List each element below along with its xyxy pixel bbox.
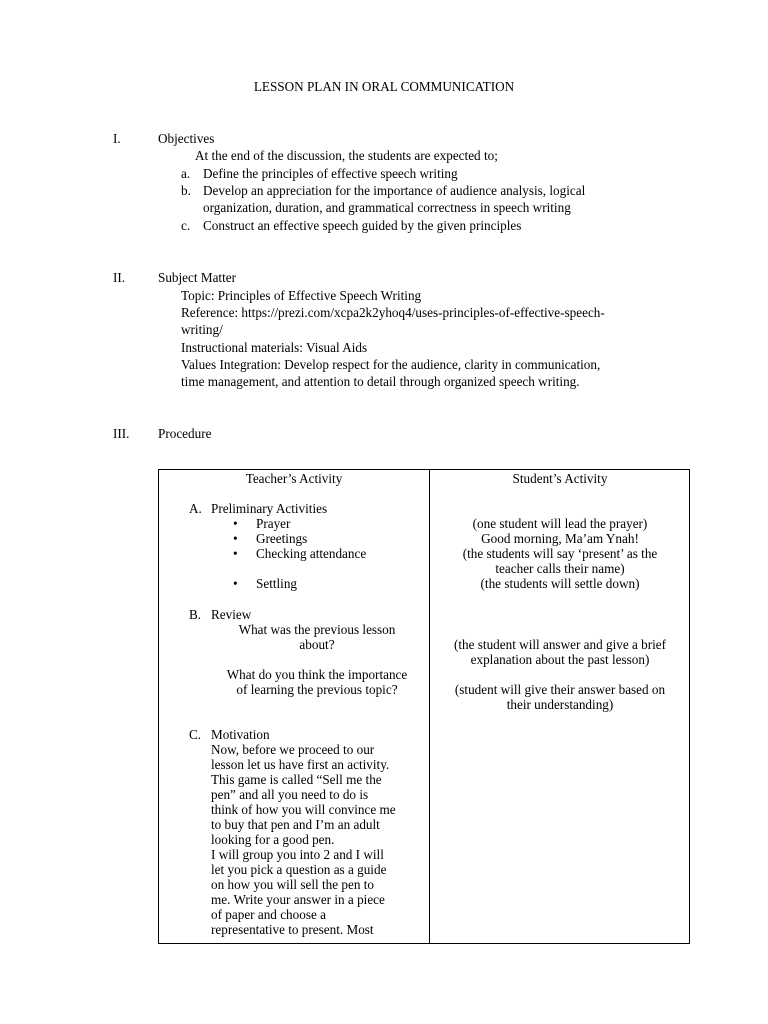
review-question-2-line-1: What do you think the importance	[226, 667, 408, 682]
motivation-line: on how you will sell the pen to	[211, 877, 374, 892]
bullet-greetings: Greetings	[256, 531, 308, 546]
document-title: LESSON PLAN IN ORAL COMMUNICATION	[253, 79, 515, 94]
bullet-attendance: Checking attendance	[256, 546, 367, 561]
motivation-line: of paper and choose a	[211, 907, 326, 922]
bullet-prayer: Prayer	[256, 516, 291, 531]
objective-b-line-2: organization, duration, and grammatical correctness in speech writing	[203, 200, 571, 215]
subject-topic: Topic: Principles of Effective Speech Writing	[181, 288, 422, 303]
motivation-line: me. Write your answer in a piece	[211, 892, 385, 907]
subject-matter-numeral: II.	[113, 270, 126, 285]
student-response: (one student will lead the prayer)	[472, 516, 648, 531]
motivation-label: Motivation	[211, 727, 270, 742]
objective-c-line-1: Construct an effective speech guided by the given principles	[203, 218, 522, 233]
objective-marker-b: b.	[181, 183, 191, 198]
objective-a-line-1: Define the principles of effective speech writing	[203, 166, 458, 181]
objective-marker-a: a.	[181, 166, 191, 181]
motivation-line: think of how you will convince me	[211, 802, 396, 817]
review-question-1-line-1: What was the previous lesson	[238, 622, 396, 637]
motivation-line: Now, before we proceed to our	[211, 742, 375, 757]
bullet-icon: •	[233, 531, 238, 546]
subject-matter-heading: Subject Matter	[158, 270, 237, 285]
student-response: (student will give their answer based on	[454, 682, 666, 697]
bullet-icon: •	[233, 516, 238, 531]
motivation-line: lesson let us have first an activity.	[211, 757, 390, 772]
procedure-numeral: III.	[113, 426, 130, 441]
objectives-numeral: I.	[113, 131, 121, 146]
student-response: Good morning, Ma’am Ynah!	[481, 531, 639, 546]
motivation-line: representative to present. Most	[211, 922, 374, 937]
motivation-line: looking for a good pen.	[211, 832, 335, 847]
review-label: Review	[211, 607, 252, 622]
motivation-line: let you pick a question as a guide	[211, 862, 387, 877]
motivation-marker: C.	[189, 727, 202, 742]
student-response: explanation about the past lesson)	[470, 652, 650, 667]
objectives-heading: Objectives	[158, 131, 215, 146]
student-response: their understanding)	[506, 697, 614, 712]
review-question-1-line-2: about?	[299, 637, 335, 652]
student-response: (the student will answer and give a brief	[453, 637, 667, 652]
objective-b-line-1: Develop an appreciation for the importance of audience analysis, logical	[203, 183, 586, 198]
motivation-line: pen” and all you need to do is	[211, 787, 369, 802]
objective-marker-c: c.	[181, 218, 191, 233]
student-response: teacher calls their name)	[495, 561, 625, 576]
student-response: (the students will settle down)	[480, 576, 640, 591]
bullet-icon: •	[233, 546, 238, 561]
motivation-line: to buy that pen and I’m an adult	[211, 817, 380, 832]
subject-reference: Reference: https://prezi.com/xcpa2k2yhoq4/uses-principles-of-effective-speech-	[181, 305, 605, 320]
review-question-2-line-2: of learning the previous topic?	[236, 682, 398, 697]
subject-values: Values Integration: Develop respect for the audience, clarity in communication,	[181, 357, 601, 372]
student-activity-header: Student’s Activity	[512, 471, 608, 486]
student-response: (the students will say ‘present’ as the	[462, 546, 658, 561]
procedure-heading: Procedure	[158, 426, 212, 441]
motivation-line: I will group you into 2 and I will	[211, 847, 384, 862]
teacher-activity-header: Teacher’s Activity	[245, 471, 343, 486]
review-marker: B.	[189, 607, 202, 622]
objectives-intro: At the end of the discussion, the students are expected to;	[195, 148, 498, 163]
subject-materials: Instructional materials: Visual Aids	[181, 340, 368, 355]
subject-reference-cont: writing/	[181, 322, 223, 337]
procedure-table	[158, 469, 690, 944]
preliminary-marker: A.	[189, 501, 202, 516]
bullet-icon: •	[233, 576, 238, 591]
subject-values-cont: time management, and attention to detail through organized speech writing.	[181, 374, 580, 389]
bullet-settling: Settling	[256, 576, 298, 591]
motivation-line: This game is called “Sell me the	[211, 772, 382, 787]
preliminary-label: Preliminary Activities	[211, 501, 328, 516]
